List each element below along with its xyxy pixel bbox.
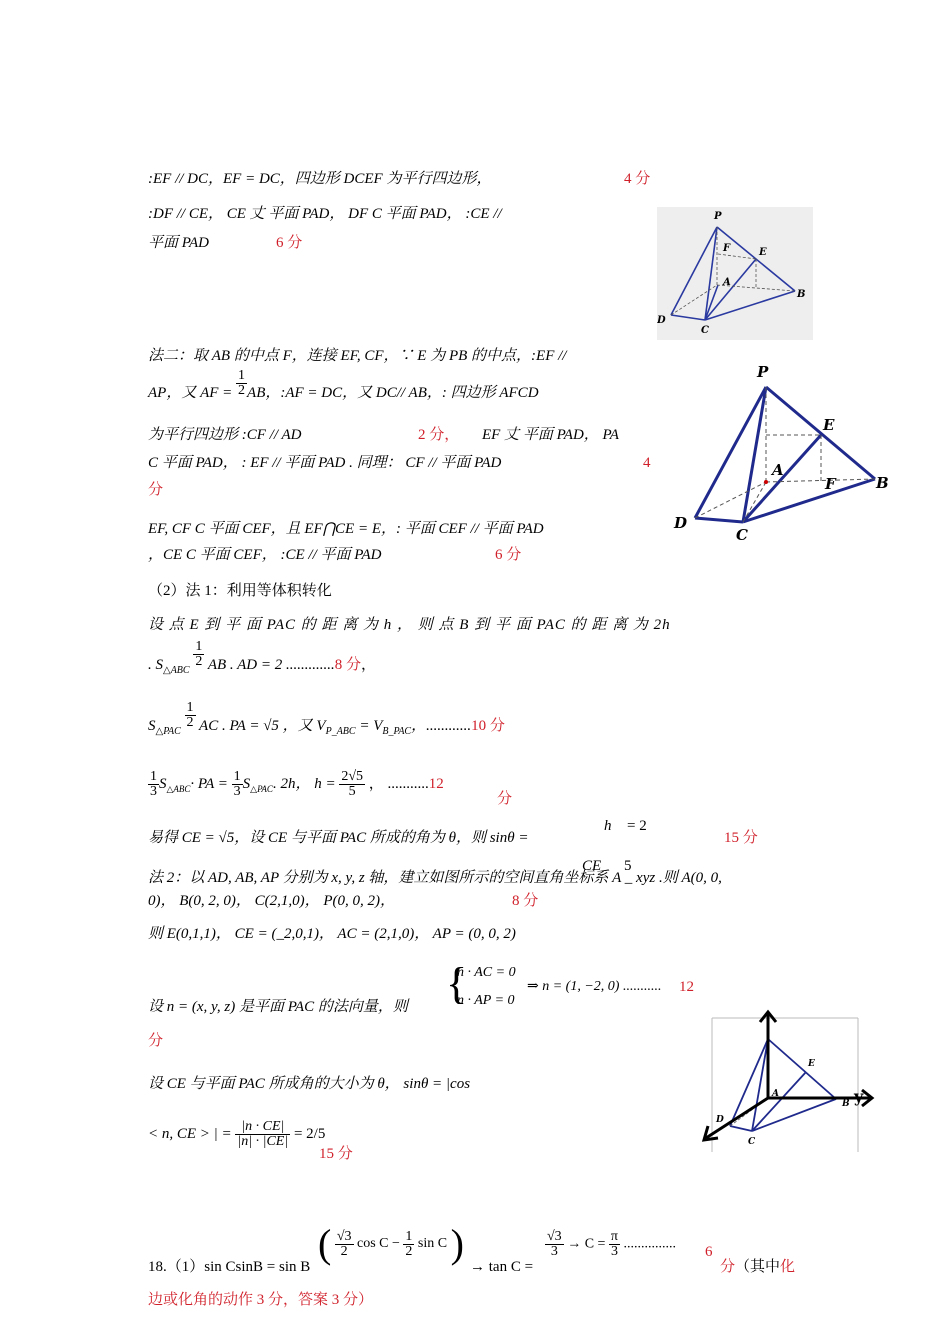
score-4b-unit: 分: [148, 482, 164, 498]
label-E: E: [759, 247, 767, 258]
system-eq-1: n · AC = 0: [457, 965, 516, 980]
part2-line-b: . $S_{\triangle ABC}$ $\frac{1}{2}$ AB . AD = 2 .............8 分，: [148, 639, 377, 676]
label-D: D: [657, 315, 666, 326]
method3-line-b: 0)， B(0, 2, 0)， C(2,1,0)， P(0, 0, 2)，: [148, 893, 396, 909]
pyramid-figure-2: [668, 360, 900, 545]
label-A: A: [723, 277, 731, 288]
label-C3: C: [748, 1137, 756, 1147]
label-E2: E: [823, 416, 835, 434]
score-4: 4 分: [624, 171, 651, 187]
q18-line-c: 边或化角的动作 3 分，答案 3 分）: [148, 1292, 374, 1308]
method3-line-c: 则 E(0,1,1)， CE = (_2,0,1)， AC = (2,1,0)， AP = (0, 0, 2): [148, 926, 516, 942]
label-E3: E: [808, 1059, 815, 1069]
normal-vector: ⇒ n = (1, −2, 0) ...........: [527, 979, 662, 994]
score-6c: 6: [705, 1244, 713, 1260]
proof-line-1: :EF // DC，EF = DC，四边形 DCEF 为平行四边形，: [148, 171, 492, 187]
proof-line-2: :DF // CE， CE 丈 平面 PAD， DF C 平面 PAD， :CE //: [148, 206, 502, 222]
part2-sin-den: 5: [624, 858, 632, 874]
method3-line-e: 设 n = (x, y, z) 是平面 PAC 的法向量，则: [148, 999, 408, 1015]
part2-sin-value: = 2: [627, 818, 647, 834]
method2-line-c2: EF 丈 平面 PAD， PA: [482, 427, 619, 443]
brace: {: [446, 959, 468, 1008]
part2-line-a: 设 点 E 到 平 面 PAC 的 距 离 为 h ， 则 点 B 到 平 面 PAC 的 距 离 为 2h: [148, 617, 671, 633]
part2-line-c: $S_{\triangle PAC}$ $\frac{1}{2}$ AC . PA = √5 ，又 $V_{P\_ABC} = V_{B\_PAC}$，............10 分: [148, 700, 505, 737]
method2-line-g: ，CE C 平面 CEF， :CE // 平面 PAD: [148, 547, 382, 563]
part2-line-d: $\frac{1}{3}$ $S_{\triangle ABC}\cdot$ PA = $\frac{1}{3}$ $S_{\triangle PAC}$. 2h， h = $\frac{2√5}{5}$ ， ...........12: [150, 769, 444, 799]
score-6b: 6 分: [495, 547, 522, 563]
score-8b: 8 分: [512, 893, 539, 909]
label-A2: A: [772, 461, 784, 479]
score-4b: 4: [643, 455, 651, 471]
label-F: F: [723, 243, 731, 254]
label-A3: A: [772, 1089, 779, 1099]
score-6: 6 分: [276, 235, 303, 251]
label-F2: F: [825, 475, 836, 493]
label-D3: D: [716, 1115, 724, 1125]
part2-sin-h: h: [604, 818, 612, 834]
label-B2: B: [876, 474, 889, 492]
label-C2: C: [736, 526, 748, 544]
system-eq-2: n · AP = 0: [457, 993, 515, 1008]
method2-line-f: EF, CF C 平面 CEF，且 EF⋂CE = E，: 平面 CEF // 平面 PAD: [148, 521, 544, 537]
method2-line-b: AP，又 AF = $\frac{1}{2}$ AB，:AF = DC，又 DC// AB，: 四边形 AFCD: [148, 368, 539, 401]
method3-line-a: 法 2：以 AD, AB, AP 分别为 x, y, z 轴，建立如图所示的空间直角坐标系 A _ xyz .则 A(0, 0,: [148, 870, 722, 886]
score-2: 2 分，: [418, 427, 460, 443]
score-12b: 12: [679, 979, 694, 995]
method2-line-d: C 平面 PAD， : EF // 平面 PAD . 同理： CF // 平面 PAD: [148, 455, 502, 471]
pyramid-figure-1: [657, 207, 813, 340]
part2-sin-ce: CE: [582, 858, 602, 874]
proof-line-3: 平面 PAD: [148, 235, 209, 251]
part2-line-e: 易得 CE = √5，设 CE 与平面 PAC 所成的角为 θ，则 sinθ =: [148, 830, 529, 846]
score-12-unit: 分: [497, 791, 513, 807]
label-D2: D: [674, 514, 688, 532]
score-15: 15 分: [724, 830, 758, 846]
part2-heading: （2）法 1：利用等体积转化: [148, 583, 332, 599]
method3-line-f: 设 CE 与平面 PAC 所成角的大小为 θ， sinθ = |cos: [148, 1076, 471, 1092]
label-B: B: [797, 289, 806, 300]
method2-line-a: 法二：取 AB 的中点 F，连接 EF, CF，∵ E 为 PB 的中点，:EF //: [148, 348, 567, 364]
label-P: P: [714, 211, 722, 222]
label-B3: B: [842, 1099, 850, 1109]
score-12b-unit: 分: [148, 1033, 164, 1049]
q18-tan-frac: $\frac{√3}{3}$ → C = $\frac{\pi}{3}$ ...............: [547, 1229, 676, 1259]
q18-line-a: 18.（1）sin CsinB = sin B: [148, 1259, 311, 1275]
pyramid-figure-3: [696, 1006, 878, 1152]
score-15b: 15 分: [319, 1146, 353, 1162]
q18-expression: ( $\frac{√3}{2}$ cos C − $\frac{1}{2}$ sin C ): [318, 1221, 464, 1266]
q18-note: 分（其中化: [720, 1259, 796, 1275]
method2-line-c: 为平行四边形 :CF // AD: [148, 427, 302, 443]
q18-tan: → tan C =: [470, 1259, 534, 1275]
label-P2: P: [757, 363, 769, 381]
label-C: C: [701, 325, 709, 336]
axis-y-label: y: [854, 1087, 864, 1106]
method3-line-g: < n, CE > | = $\frac{|n \cdot CE|}{|n| \cdot |CE|}$ = 2/5: [148, 1119, 326, 1149]
